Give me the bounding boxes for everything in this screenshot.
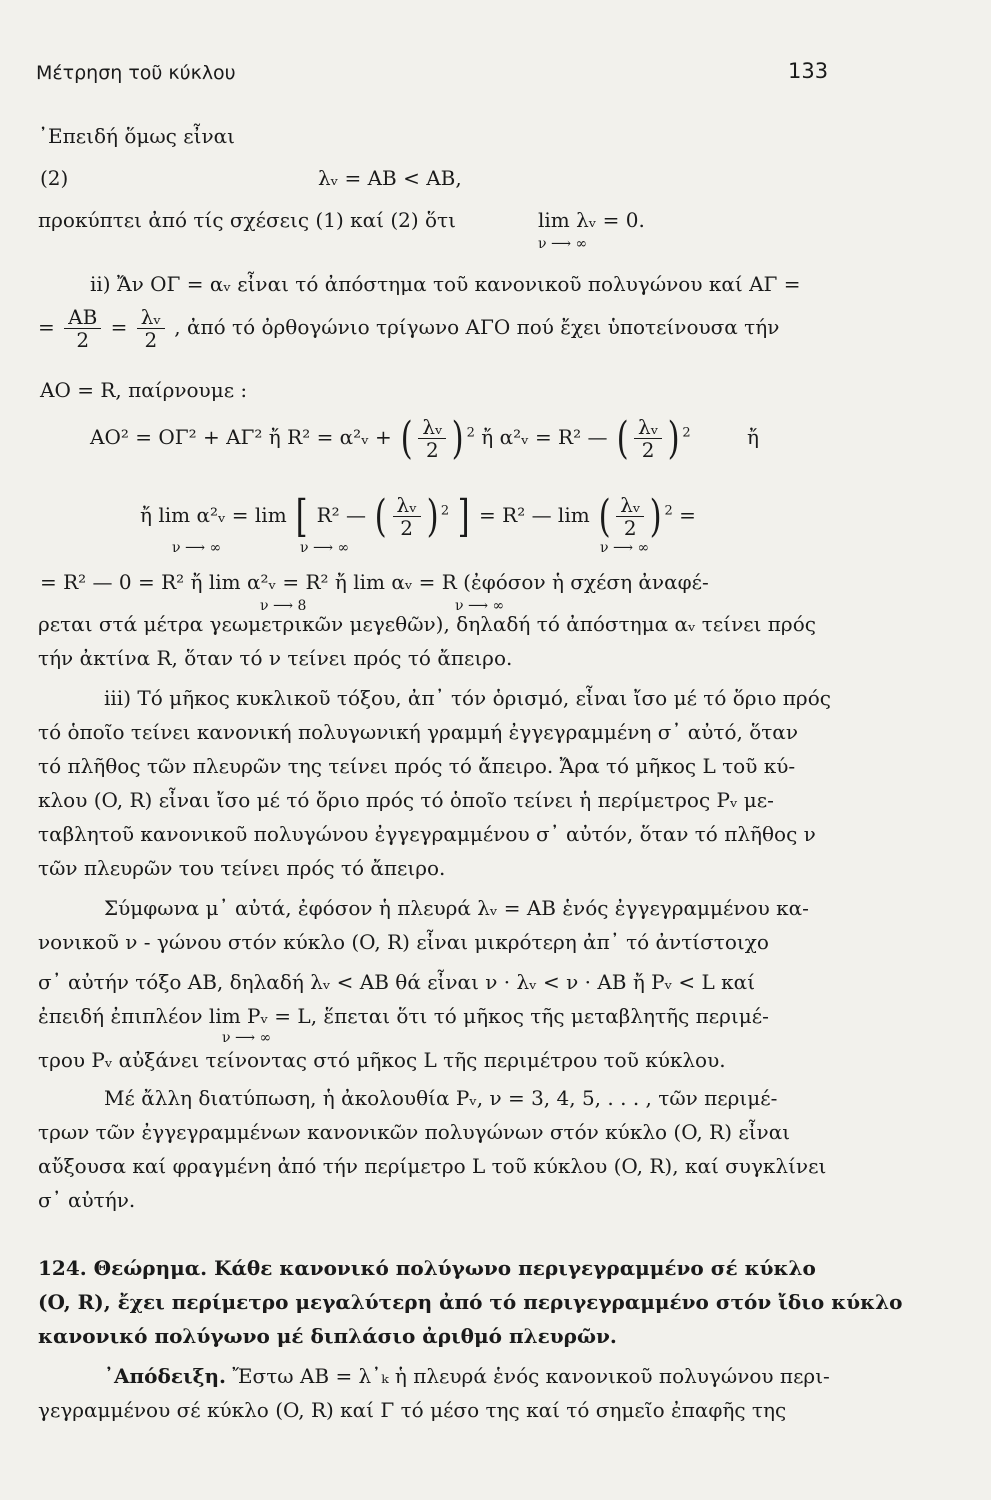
equation-label: (2)	[40, 166, 69, 190]
numerator: λᵥ	[634, 416, 662, 439]
theorem-text: κανονικό πολύγωνο μέ διπλάσιο ἀριθμό πλευρῶν.	[38, 1324, 617, 1348]
eq-part-c: ἤ	[746, 425, 759, 449]
text-line: τό ὁποῖο τείνει κανονική πολυγωνική γραμμή ἐγγεγραμμένη σ᾽ αὐτό, ὅταν	[38, 720, 798, 744]
eq-part-d: =	[679, 503, 696, 527]
text-line: Σύμφωνα μ᾽ αὐτά, ἐφόσον ἡ πλευρά λᵥ = AB ἑνός ἐγγεγραμμένου κα-	[104, 896, 809, 920]
text-line: αὔξουσα καί φραγμένη ἀπό τήν περίμετρο L τοῦ κύκλου (O, R), καί συγκλίνει	[38, 1154, 827, 1178]
eq-part-c: = R² — lim	[479, 503, 590, 527]
limit-subscript: ν ⟶ 8	[260, 598, 307, 614]
equals-sign-2: =	[110, 315, 128, 339]
right-bracket: ]	[458, 490, 471, 542]
right-paren: )	[426, 490, 439, 542]
right-paren: )	[649, 490, 662, 542]
text-line: τό πλῆθος τῶν πλευρῶν της τείνει πρός τό ἄπειρο. Ἄρα τό μῆκος L τοῦ κύ-	[38, 754, 796, 778]
numerator: λᵥ	[393, 494, 421, 517]
text-line: ᾽Επειδή ὅμως εἶναι	[38, 124, 235, 148]
fraction-lambda-over-2	[616, 494, 644, 539]
text-line: τήν ἀκτίνα R, ὅταν τό ν τείνει πρός τό ἄπειρο.	[38, 646, 513, 670]
denominator: 2	[144, 328, 158, 352]
eq-part-a: ἤ lim α²ᵥ = lim	[140, 503, 287, 527]
eq-part-b: R² —	[316, 503, 366, 527]
text-line: τρων τῶν ἐγγεγραμμένων κανονικῶν πολυγώνων στόν κύκλο (O, R) εἶναι	[38, 1120, 791, 1144]
exponent: 2	[682, 425, 691, 441]
proof-label: ᾽Απόδειξη.	[104, 1364, 227, 1388]
denominator: 2	[623, 516, 637, 540]
fraction-lambda-over-2	[137, 306, 165, 351]
left-paren: (	[374, 490, 387, 542]
denominator: 2	[426, 438, 439, 462]
denominator: 2	[400, 516, 413, 540]
limit-subscript: ν ⟶ ∞	[300, 540, 350, 556]
left-bracket: [	[295, 490, 308, 542]
equals-sign: =	[38, 315, 55, 339]
text-line: AO = R, παίρνουμε :	[40, 378, 248, 402]
fraction-lambda-over-2	[634, 416, 662, 461]
text-line: ρεται στά μέτρα γεωμετρικῶν μεγεθῶν), δηλαδή τό ἀπόστημα αᵥ τείνει πρός	[38, 612, 816, 636]
proof-line	[104, 1364, 830, 1389]
fraction-lambda-over-2	[418, 416, 446, 461]
text-line: Μέ ἄλλη διατύπωση, ἡ ἀκολουθία Pᵥ, ν = 3, 4, 5, . . . , τῶν περιμέ-	[104, 1086, 778, 1110]
text-line: κλου (O, R) εἶναι ἴσο μέ τό ὅριο πρός τό ὁποῖο τείνει ἡ περίμετρος Pᵥ με-	[38, 788, 774, 812]
text-line: iii) Τό μῆκος κυκλικοῦ τόξου, ἀπ᾽ τόν ὁρισμό, εἶναι ἴσο μέ τό ὅριο πρός	[104, 686, 831, 710]
right-paren: )	[667, 412, 680, 464]
limit-subscript: ν ⟶ ∞	[222, 1030, 272, 1046]
theorem-heading: 124. Θεώρημα. Κάθε κανονικό πολύγωνο περιγεγραμμένο σέ κύκλο	[38, 1256, 816, 1280]
exponent: 2	[466, 425, 475, 441]
limit-expression: lim λᵥ = 0.	[538, 208, 645, 232]
text-line: τρου Pᵥ αὐξάνει τείνοντας στό μῆκος L τῆς περιμέτρου τοῦ κύκλου.	[38, 1048, 726, 1072]
text-line: ταβλητοῦ κανονικοῦ πολυγώνου ἐγγεγραμμένου σ᾽ αὐτόν, ὅταν τό πλῆθος ν	[38, 822, 816, 846]
pythagoras-equation	[90, 412, 759, 464]
text-line: γεγραμμένου σέ κύκλο (O, R) καί Γ τό μέσο της καί τό σημεῖο ἐπαφῆς της	[38, 1398, 787, 1422]
eq-part-a: AO² = ΟΓ² + ΑΓ² ἤ R² = α²ᵥ +	[90, 425, 392, 449]
text-line: = R² — 0 = R² ἤ lim α²ᵥ = R² ἤ lim αᵥ = R (ἐφόσον ἡ σχέση ἀναφέ-	[40, 570, 709, 594]
text-line: τῶν πλευρῶν του τείνει πρός τό ἄπειρο.	[38, 856, 446, 880]
numerator: λᵥ	[137, 306, 165, 329]
text-line: ἐπειδή ἐπιπλέον lim Pᵥ = L, ἕπεται ὅτι τό μῆκος τῆς μεταβλητῆς περιμέ-	[38, 1004, 769, 1028]
running-header: Μέτρηση τοῦ κύκλου	[36, 62, 236, 84]
exponent: 2	[440, 503, 450, 519]
left-paren: (	[616, 412, 629, 464]
text-line: νονικοῦ ν - γώνου στόν κύκλο (O, R) εἶναι μικρότερη ἀπ᾽ τό ἀντίστοιχο	[38, 930, 769, 954]
fraction-lambda-over-2	[393, 494, 421, 539]
fraction-line	[38, 306, 779, 351]
text-line: σ᾽ αὐτήν τόξο AB, δηλαδή λᵥ < AB θά εἶναι ν · λᵥ < ν · AB ἤ Pᵥ < L καί	[38, 970, 756, 994]
exponent: 2	[664, 503, 673, 519]
text-line: προκύπτει ἀπό τίς σχέσεις (1) καί (2) ὅτι	[38, 208, 456, 232]
left-paren: (	[598, 490, 611, 542]
text-line: σ᾽ αὐτήν.	[38, 1188, 136, 1212]
eq-part-b: ἤ α²ᵥ = R² —	[481, 425, 608, 449]
numerator: AB	[64, 306, 101, 329]
left-paren: (	[400, 412, 413, 464]
text-line: ii) Ἄν ΟΓ = αᵥ εἶναι τό ἀπόστημα τοῦ κανονικοῦ πολυγώνου καί ΑΓ =	[90, 272, 801, 296]
theorem-text: (O, R), ἔχει περίμετρο μεγαλύτερη ἀπό τό περιγεγραμμένο στόν ἴδιο κύκλο	[38, 1290, 903, 1314]
denominator: 2	[76, 328, 90, 352]
limit-subscript: ν ⟶ ∞	[172, 540, 222, 556]
limit-subscript: ν ⟶ ∞	[455, 598, 505, 614]
limit-subscript: ν ⟶ ∞	[538, 236, 588, 252]
denominator: 2	[641, 438, 655, 462]
fraction-ab-over-2	[64, 306, 101, 351]
proof-text: Ἔστω AB = λ᾽ₖ ἡ πλευρά ἑνός κανονικοῦ πολυγώνου περι-	[232, 1364, 830, 1388]
limit-equation	[140, 490, 696, 542]
limit-subscript: ν ⟶ ∞	[600, 540, 650, 556]
equation-2: λᵥ = AB < AB,	[318, 166, 462, 190]
right-paren: )	[452, 412, 465, 464]
page-number: 133	[788, 59, 829, 83]
fraction-line-text: , ἀπό τό ὀρθογώνιο τρίγωνο ΑΓΟ πού ἔχει ὑποτείνουσα τήν	[174, 315, 780, 339]
numerator: λᵥ	[418, 416, 446, 439]
numerator: λᵥ	[616, 494, 644, 517]
